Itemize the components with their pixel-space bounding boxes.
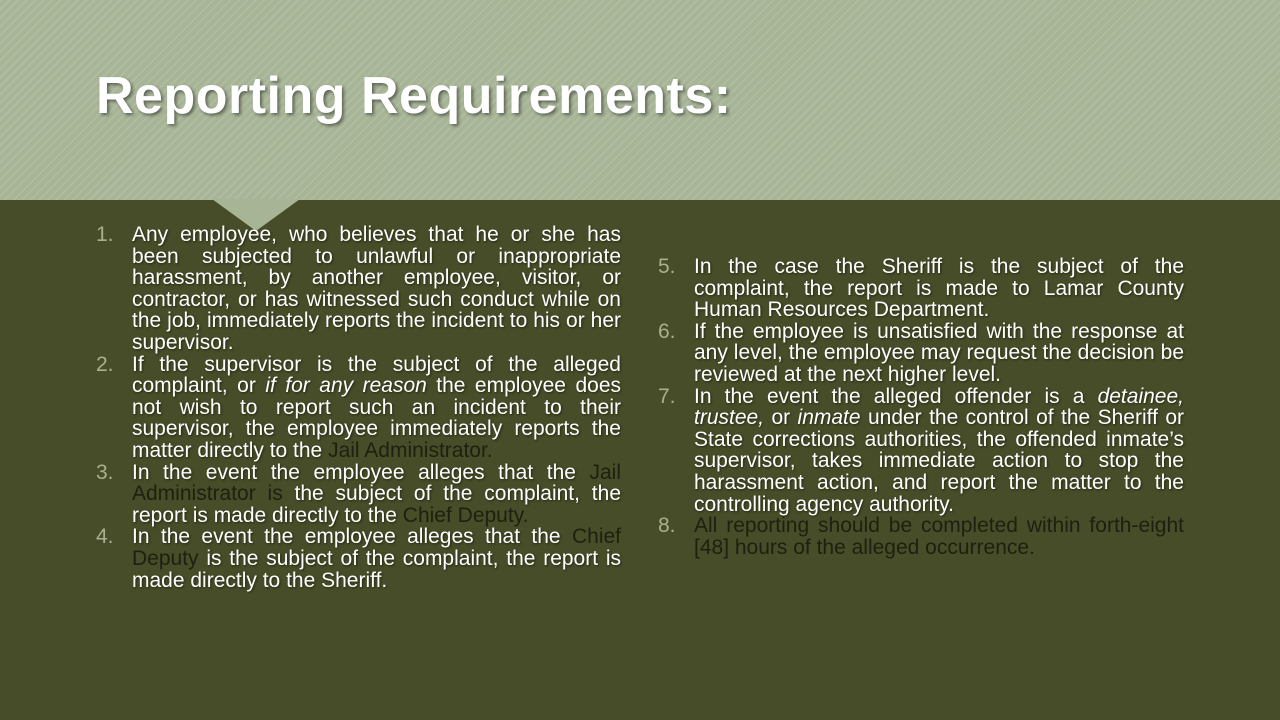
item-text-emphasis: inmate: [797, 406, 861, 430]
slide-title: Reporting Requirements:: [96, 67, 732, 125]
item-text: In the event the employee alleges that the: [132, 525, 572, 549]
item-text: the subject of the complaint, the report is made directly to the: [132, 482, 621, 527]
item-text: In the event the alleged offender is a: [694, 384, 1098, 408]
highlighted-role: Chief Deputy.: [402, 503, 529, 527]
requirements-list-left: [96, 224, 621, 591]
list-item: [658, 386, 1184, 516]
list-item: [658, 515, 1184, 558]
item-number: 6.: [658, 319, 676, 343]
highlighted-text: All reporting should be completed within forth-eight [48] hours of the alleged occurrence.: [694, 514, 1184, 559]
item-number: 4.: [96, 525, 114, 549]
item-text-emphasis: if for any reason: [265, 374, 427, 398]
list-item: [96, 354, 621, 462]
item-number: 3.: [96, 460, 114, 484]
item-text: under the control of the Sheriff or State corrections authorities, the offended inmate’s supervisor, takes immediate action to stop the harassment action, and report the matter to the controlling agency authority.: [694, 406, 1185, 516]
item-text: In the case the Sheriff is the subject of the complaint, the report is made to Lamar County Human Resources Department.: [694, 255, 1184, 322]
item-number: 7.: [658, 384, 676, 408]
item-text: or: [764, 406, 798, 430]
item-text: If the employee is unsatisfied with the response at any level, the employee may request the decision be reviewed at the next higher level.: [694, 319, 1184, 386]
item-text: the employee does not wish to report such an incident to their supervisor, the employee immediately reports the matter directly to the: [132, 374, 621, 462]
item-text-emphasis: detainee, trustee,: [694, 384, 1184, 430]
item-number: 2.: [96, 352, 114, 376]
item-text: In the event the employee alleges that the: [132, 460, 590, 484]
item-text: is the subject of the complaint, the report is made directly to the Sheriff.: [132, 546, 621, 592]
requirements-list-right: [658, 256, 1184, 558]
item-text: If the supervisor is the subject of the alleged complaint, or: [132, 352, 621, 398]
highlighted-role: Jail Administrator is: [132, 460, 621, 506]
highlighted-role: Chief Deputy: [132, 525, 621, 570]
list-item: [96, 224, 621, 354]
item-text: Any employee, who believes that he or she has been subjected to unlawful or inappropriate harassment, by another employee, visitor, or contractor, or has witnessed such conduct while on the job, immediately reports the incident to his or her supervisor.: [132, 223, 621, 354]
item-number: 1.: [96, 223, 114, 246]
list-item: [96, 526, 621, 591]
list-item: [658, 321, 1184, 386]
item-number: 8.: [658, 514, 676, 538]
item-number: 5.: [658, 255, 676, 278]
list-item: [658, 256, 1184, 321]
highlighted-role: Jail Administrator.: [328, 438, 493, 462]
list-item: [96, 462, 621, 527]
